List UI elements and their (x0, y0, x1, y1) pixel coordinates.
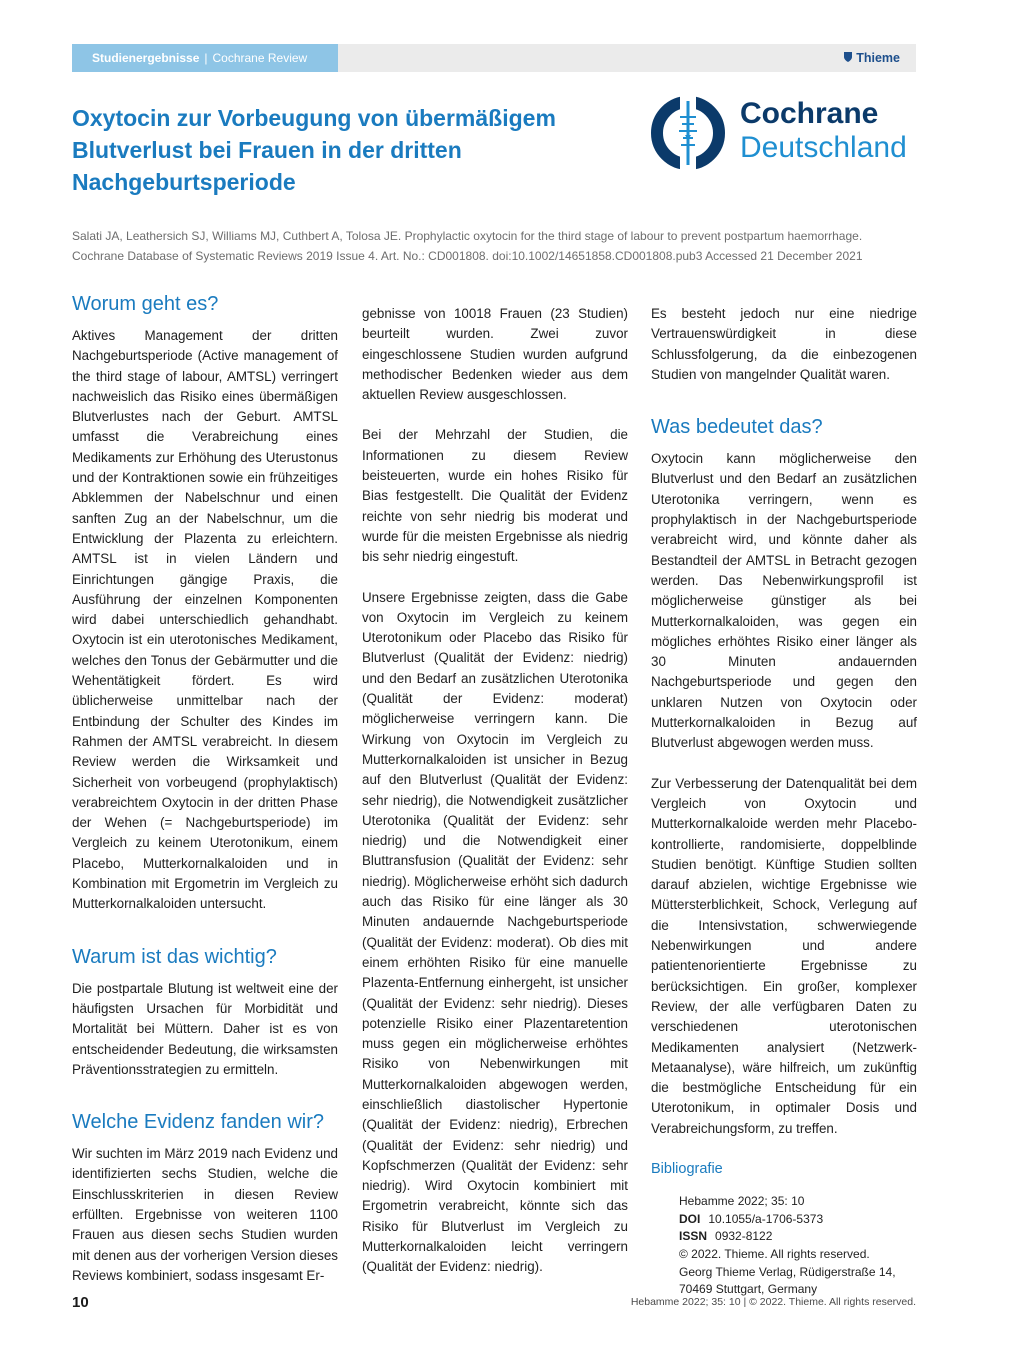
bibliography-heading: Bibliografie (651, 1160, 723, 1177)
paragraph-evidenz: Wir suchten im März 2019 nach Evidenz und identifizierten sechs Studien, welche die Einschlusskriterien in diesen Review erfüllten. Ergebnisse von weiteren 1100 Frauen aus diesen sechs Studien wurden mit denen aus der vorherigen Version dieses Reviews kombiniert, sodass insgesamt Er- (72, 1146, 338, 1283)
subsection-label: Cochrane Review (212, 51, 308, 65)
bibliography (651, 1193, 917, 1299)
article-title: Oxytocin zur Vorbeugung von übermäßigem Blutverlust bei Frauen in der dritten Nachgeburtsperiode (72, 105, 556, 195)
section-tag (72, 44, 338, 72)
publisher-logo (843, 44, 900, 72)
paragraph-col2-2: Bei der Mehrzahl der Studien, die Informationen zu diesem Review beisteuerten, wurde ein hohes Risiko für Bias festgestellt. Die Qualität der Evidenz reichte von sehr niedrig bis moderat und wurde für die meisten Ergebnisse als niedrig bis sehr niedrig eingestuft. (362, 427, 628, 565)
heading-warum: Warum ist das wichtig? (72, 945, 277, 968)
cochrane-emblem-icon (650, 95, 726, 171)
citation (72, 226, 916, 266)
footer-text: Hebamme 2022; 35: 10 | © 2022. Thieme. All rights reserved. (630, 1296, 916, 1308)
bib-issn: 0932-8122 (715, 1229, 773, 1244)
publisher-name: Thieme (856, 51, 900, 65)
paragraph-col2-3: Unsere Ergebnisse zeigten, dass die Gabe von Oxytocin im Vergleich zu keinem Uterotonikum oder Placebo das Risiko für Blutverlust (Qualität der Evidenz: niedrig) und den Bedarf an zusätzlichen Uterotonika (Qualität der Evidenz: moderat) möglicherweise verringern kann. Die Wirkung von Oxytocin im Vergleich zu Mutterkornalkaloiden ist unsicher in Bezug auf den Blutverlust (Qualität der Evidenz: sehr niedrig), die Notwendigkeit zusätzlicher Uterotonika (Qualität der Evidenz: sehr niedrig) und die Notwendigkeit einer Bluttransfusion (Qualität der Evidenz: sehr niedrig). Möglicherweise erhöht sich dadurch auch das Risiko für eine länger als 30 Minuten andauernde Nachgeburtsperiode (Qualität der Evidenz: moderat). Ob dies mit einem erhöhten Risiko für eine manuelle Plazenta-Entfernung einhergeht, ist unsicher (Qualität der Evidenz: sehr niedrig). Dieses potenzielle Risiko einer Plazentaretention muss gegen ein möglicherweise erhöhtes Risiko von Nebenwirkungen mit Mutterkornalkaloiden abgewogen werden, einschließlich diastolischer Hypertonie (Qualität der Evidenz: niedrig), Erbrechen (Qualität der Evidenz: sehr niedrig) und Kopfschmerzen (Qualität der Evidenz: sehr niedrig). Wird Oxytocin kombiniert mit Ergometrin verabreicht, könnte sich das Risiko für Blutverlust im Vergleich zu Mutterkornalkaloiden leicht verringern (Qualität der Evidenz: niedrig). (362, 589, 628, 1275)
bib-journal: Hebamme 2022; 35: 10 (679, 1194, 805, 1209)
bib-address: 70469 Stuttgart, Germany (679, 1282, 818, 1297)
thieme-shield-icon (843, 51, 853, 63)
paragraph-warum: Die postpartale Blutung ist weltweit eine der häufigsten Ursachen für Morbidität und Mortalität bei Müttern. Daher ist es von entscheidender Bedeutung, die wirksamsten Präventionsstrategien zu ermitteln. (72, 980, 338, 1077)
paragraph-col3-1: Es besteht jedoch nur eine niedrige Vertrauenswürdigkeit in diese Schlussfolgerung, da die einbezogenen Studien von mangelnder Qualität waren. (651, 306, 917, 382)
cochrane-logo (650, 95, 920, 175)
logo-line-1: Cochrane (740, 97, 879, 130)
column-2 (362, 304, 628, 1298)
column-3 (651, 304, 917, 1299)
paragraph-bedeutet-1: Oxytocin kann möglicherweise den Blutverlust und den Bedarf an zusätzlichen Uterotonika verringern, wenn es prophylaktisch in der Nachgeburtsperiode verabreicht wird, und könnte daher als Bestandteil der AMTSL in Betracht gezogen werden. Das Nebenwirkungsprofil ist möglicherweise günstiger als bei Mutterkornalkaloiden, was gegen ein mögliches erhöhtes Risiko einer länger als 30 Minuten andauernden Nachgeburtsperiode und gegen den unklaren Nutzen von Oxytocin oder Mutterkornalkaloiden in Bezug auf Blutverlust abgewogen werden muss. (651, 451, 917, 751)
bib-issn-row (679, 1228, 917, 1246)
paragraph-bedeutet-2: Zur Verbesserung der Datenqualität bei dem Vergleich von Oxytocin und Mutterkornalkaloide werden mehr Placebo-kontrollierte, randomisierte, doppelblinde Studien benötigt. Künftige Studien sollten darauf abzielen, wichtige Ergebnisse wie Müttersterblichkeit, Schock, Verlegung auf die Intensivstation, schwerwiegende Nebenwirkungen und andere patientenorientierte Ergebnisse zu berücksichtigen. Ein großer, komplexer Review, der alle verfügbaren Daten zu verschiedenen uterotonischen Medikamenten analysiert (Netzwerk-Metaanalyse), wäre hilfreich, um zukünftig die bestmögliche Entscheidung für ein Uterotonikum, in optimaler Dosis und Verabreichungsform, zu treffen. (651, 775, 917, 1136)
bib-doi-label: DOI (679, 1211, 701, 1226)
bib-doi: 10.1055/a-1706-5373 (708, 1211, 824, 1226)
heading-evidenz: Welche Evidenz fanden wir? (72, 1111, 324, 1134)
logo-line-2: Deutschland (740, 131, 907, 164)
citation-line-2: Cochrane Database of Systematic Reviews 2019 Issue 4. Art. No.: CD001808. doi:10.1002/14651858.CD001808.pub3 Accessed 21 December 2021 (72, 249, 863, 263)
heading-bedeutet: Was bedeutet das? (651, 416, 823, 439)
column-1 (72, 290, 338, 1306)
logo-wordmark (740, 97, 907, 165)
section-label: Studienergebnisse (92, 51, 200, 65)
bib-issn-label: ISSN (679, 1229, 708, 1244)
bib-copyright: © 2022. Thieme. All rights reserved. (679, 1247, 870, 1262)
header-bar (72, 44, 916, 72)
bib-publisher: Georg Thieme Verlag, Rüdigerstraße 14, (679, 1264, 896, 1279)
separator: | (204, 51, 208, 65)
citation-line-1: Salati JA, Leathersich SJ, Williams MJ, Cuthbert A, Tolosa JE. Prophylactic oxytocin for the third stage of labour to prevent postpartum haemorrhage. (72, 229, 863, 243)
paragraph-col2-1: gebnisse von 10018 Frauen (23 Studien) beurteilt wurden. Zwei zuvor eingeschlossene Studien wurden aufgrund methodischer Bedenken wieder aus dem aktuellen Review ausgeschlossen. (362, 306, 628, 403)
page-number: 10 (72, 1294, 89, 1311)
heading-worum: Worum geht es? (72, 293, 219, 315)
bib-doi-row (679, 1211, 917, 1229)
paragraph-worum: Aktives Management der dritten Nachgeburtsperiode (Active management of the third stage of labour, AMTSL) verringert nachweislich das Risiko eines übermäßigen Blutverlustes nach der Geburt. AMTSL umfasst die Verabreichung eines Medikaments zur Erhöhung des Uterustonus und der Kontraktionen sowie ein frühzeitiges Abklemmen der Nabelschnur und einen sanften Zug an der Nabelschnur, um die Entwicklung der Plazenta zu erleichtern. AMTSL ist in vielen Ländern und Einrichtungen gängige Praxis, die Ausführung der einzelnen Komponenten wird dabei unterschiedlich gehandhabt. Oxytocin ist ein uterotonisches Medikament, welches den Tonus der Gebärmutter und die Wehentätigkeit fördert. Es wird üblicherweise unmittelbar nach der Entbindung der Schulter des Kindes im Rahmen der AMTSL verabreicht. In diesem Review werden die Wirksamkeit und Sicherheit von vorbeugend (prophylaktisch) verabreichtem Oxytocin in der dritten Phase der Wehen (= Nachgeburtsperiode) im Vergleich zu keinem Uterotonikum, einem Placebo, Mutterkornalkaloiden und in Kombination mit Ergometrin im Vergleich zu Mutterkornalkaloiden untersucht. (72, 328, 338, 912)
